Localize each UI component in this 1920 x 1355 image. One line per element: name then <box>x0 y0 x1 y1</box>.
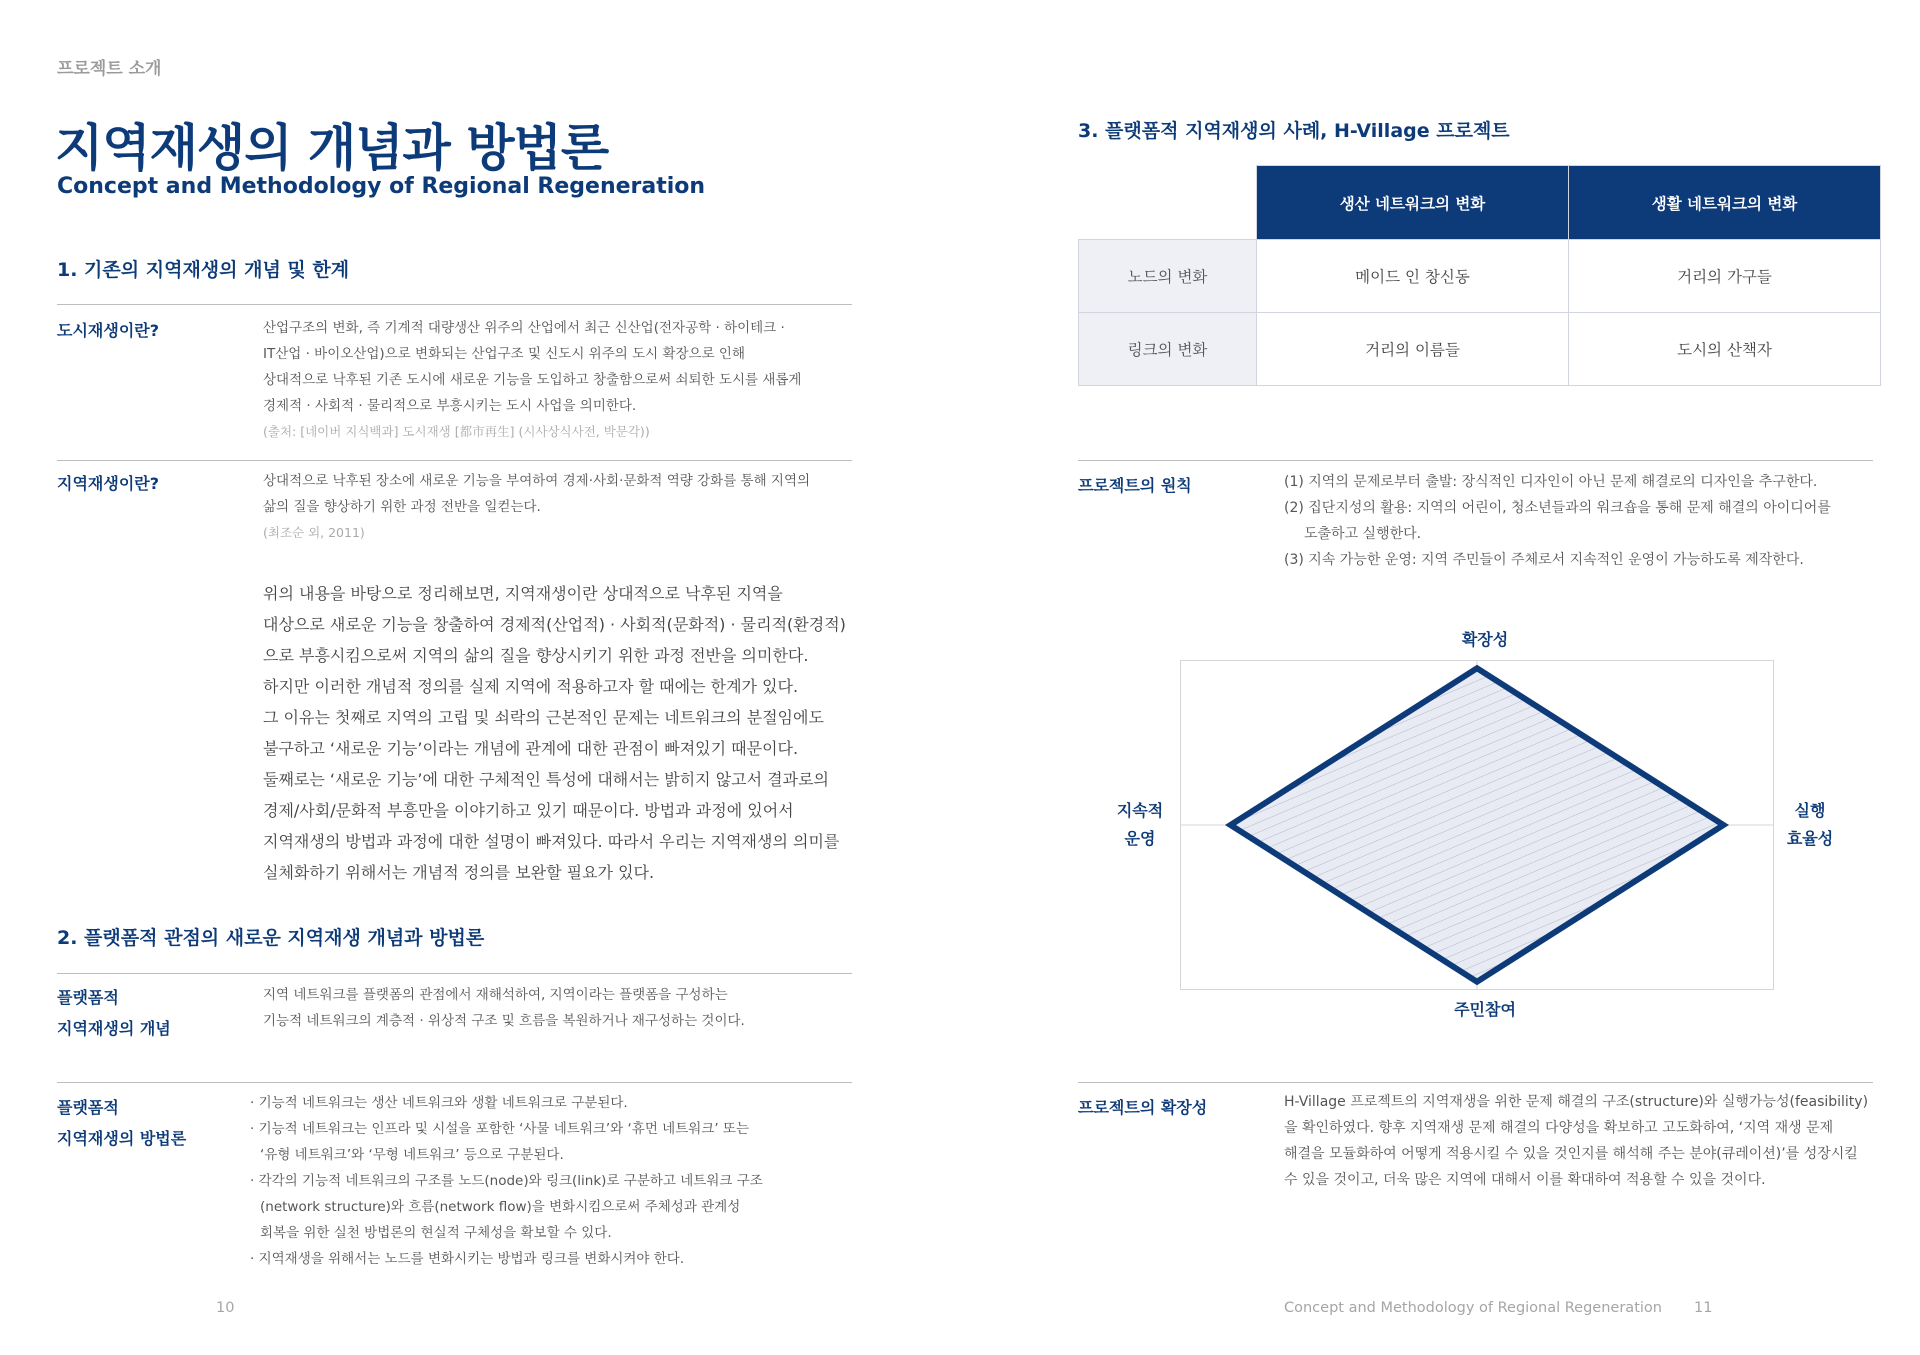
radar-label-line: 운영 <box>1124 829 1156 848</box>
radar-label-top: 확장성 <box>1461 630 1509 649</box>
row-label: 링크의 변화 <box>1079 313 1257 386</box>
platform-concept-term <box>57 982 171 1044</box>
urban-regeneration-term: 도시재생이란? <box>57 321 160 340</box>
divider <box>1078 460 1873 461</box>
platform-method-term <box>57 1092 186 1154</box>
radar-label-line: 지속적 <box>1116 801 1164 820</box>
summary-line: 지역재생의 방법과 과정에 대한 설명이 빠져있다. 따라서 우리는 지역재생의 의미를 <box>263 832 840 851</box>
radar-label-left <box>1100 797 1180 853</box>
bullet-item: · 기능적 네트워크는 인프라 및 시설을 포함한 ‘사물 네트워크’와 ‘휴먼 네트워크’ 또는 <box>250 1121 750 1137</box>
regional-regeneration-desc <box>263 468 810 546</box>
principle-item: (2) 집단지성의 활용: 지역의 어린이, 청소년들과의 워크숍을 통해 문제 해결의 아이디어를 <box>1284 500 1831 516</box>
extension-term: 프로젝트의 확장성 <box>1078 1098 1208 1117</box>
table-header-row <box>1079 166 1881 240</box>
table-header-living: 생활 네트워크의 변화 <box>1569 166 1881 240</box>
source-citation: (최조순 외, 2011) <box>263 525 365 540</box>
category-label: 프로젝트 소개 <box>57 59 162 79</box>
desc-line: 수 있을 것이고, 더욱 많은 지역에 대해서 이를 확대하여 적용할 수 있을 것이다. <box>1284 1172 1766 1188</box>
radar-label-right <box>1770 797 1850 853</box>
table-cell: 거리의 이름들 <box>1257 313 1569 386</box>
table-row <box>1079 313 1881 386</box>
desc-line: H-Village 프로젝트의 지역재생을 위한 문제 해결의 구조(structure)와 실행가능성(feasibility) <box>1284 1094 1869 1110</box>
urban-regeneration-desc <box>263 315 801 445</box>
page-subtitle: Concept and Methodology of Regional Regeneration <box>57 174 706 199</box>
desc-line: 을 확인하였다. 향후 지역재생 문제 해결의 다양성을 확보하고 고도화하여, ‘지역 재생 문제 <box>1284 1120 1834 1136</box>
extension-desc <box>1284 1089 1868 1193</box>
summary-paragraph <box>263 578 846 888</box>
bullet-item: · 지역재생을 위해서는 노드를 변화시키는 방법과 링크를 변화시켜야 한다. <box>250 1251 685 1267</box>
divider <box>57 304 852 305</box>
table-row <box>1079 240 1881 313</box>
platform-method-bullets <box>250 1090 763 1272</box>
principle-item: (3) 지속 가능한 운영: 지역 주민들이 주체로서 지속적인 운영이 가능하도록 제작한다. <box>1284 552 1804 568</box>
divider <box>1078 1082 1873 1083</box>
radar-label-line: 실행 <box>1794 801 1826 820</box>
bullet-continuation: 회복을 위한 실천 방법론의 현실적 구체성을 확보할 수 있다. <box>260 1225 612 1241</box>
page-title: 지역재생의 개념과 방법론 <box>55 119 609 177</box>
radar-label-line: 효율성 <box>1786 829 1834 848</box>
desc-line: 상대적으로 낙후된 장소에 새로운 기능을 부여하여 경제·사회·문화적 역량 강화를 통해 지역의 <box>263 473 811 489</box>
section3-heading: 3. 플랫폼적 지역재생의 사례, H-Village 프로젝트 <box>1078 120 1510 142</box>
principles-list <box>1284 469 1831 573</box>
platform-concept-desc <box>263 982 745 1034</box>
table-corner <box>1079 166 1257 240</box>
section1-heading: 1. 기존의 지역재생의 개념 및 한계 <box>57 259 350 281</box>
table-cell: 메이드 인 창신동 <box>1257 240 1569 313</box>
bullet-item: · 기능적 네트워크는 생산 네트워크와 생활 네트워크로 구분된다. <box>250 1095 628 1111</box>
desc-line: 경제적 · 사회적 · 물리적으로 부흥시키는 도시 사업을 의미한다. <box>263 398 637 414</box>
summary-line: 대상으로 새로운 기능을 창출하여 경제적(산업적) · 사회적(문화적) · 물리적(환경적) <box>263 615 846 634</box>
desc-line: 기능적 네트워크의 계층적 · 위상적 구조 및 흐름을 복원하거나 재구성하는 것이다. <box>263 1013 745 1029</box>
bullet-continuation: (network structure)와 흐름(network flow)을 변화시킴으로써 주체성과 관계성 <box>260 1199 741 1215</box>
radar-label-bottom: 주민참여 <box>1454 1000 1516 1019</box>
summary-line: 불구하고 ‘새로운 기능’이라는 개념에 관계에 대한 관점이 빠져있기 때문이다. <box>263 739 799 758</box>
left-page-number: 10 <box>216 1300 235 1316</box>
section2-heading: 2. 플랫폼적 관점의 새로운 지역재생 개념과 방법론 <box>57 927 485 949</box>
principle-continuation: 도출하고 실행한다. <box>1304 526 1422 542</box>
radar-diagram <box>1180 660 1774 990</box>
term-line: 지역재생의 개념 <box>57 1019 171 1038</box>
desc-line: 지역 네트워크를 플랫폼의 관점에서 재해석하여, 지역이라는 플랫폼을 구성하는 <box>263 987 728 1003</box>
summary-line: 둘째로는 ‘새로운 기능’에 대한 구체적인 특성에 대해서는 밝히지 않고서 결과로의 <box>263 770 829 789</box>
source-citation: (출처: [네이버 지식백과] 도시재생 [都市再生] (시사상식사전, 박문각)) <box>263 424 650 439</box>
summary-line: 그 이유는 첫째로 지역의 고립 및 쇠락의 근본적인 문제는 네트워크의 분절임에도 <box>263 708 824 727</box>
divider <box>57 460 852 461</box>
row-label: 노드의 변화 <box>1079 240 1257 313</box>
term-line: 지역재생의 방법론 <box>57 1129 187 1148</box>
principles-term: 프로젝트의 원칙 <box>1078 476 1192 495</box>
table-header-production: 생산 네트워크의 변화 <box>1257 166 1569 240</box>
desc-line: 상대적으로 낙후된 기존 도시에 새로운 기능을 도입하고 창출함으로써 쇠퇴한 도시를 새롭게 <box>263 372 802 388</box>
right-page-number: 11 <box>1694 1300 1713 1316</box>
bullet-continuation: ‘유형 네트워크’와 ‘무형 네트워크’ 등으로 구분된다. <box>260 1147 564 1163</box>
desc-line: IT산업 · 바이오산업)으로 변화되는 산업구조 및 신도시 위주의 도시 확장으로 인해 <box>263 346 746 362</box>
network-change-table <box>1078 165 1881 386</box>
summary-line: 경제/사회/문화적 부흥만을 이야기하고 있기 때문이다. 방법과 과정에 있어서 <box>263 801 794 820</box>
principle-item: (1) 지역의 문제로부터 출발: 장식적인 디자인이 아닌 문제 해결로의 디자인을 추구한다. <box>1284 474 1818 490</box>
table-cell: 도시의 산책자 <box>1569 313 1881 386</box>
desc-line: 삶의 질을 향상하기 위한 과정 전반을 일컫는다. <box>263 499 541 515</box>
desc-line: 산업구조의 변화, 즉 기계적 대량생산 위주의 산업에서 최근 신산업(전자공학 · 하이테크 · <box>263 320 785 336</box>
summary-line: 하지만 이러한 개념적 정의를 실제 지역에 적용하고자 할 때에는 한계가 있다. <box>263 677 799 696</box>
bullet-item: · 각각의 기능적 네트워크의 구조를 노드(node)와 링크(link)로 구분하고 네트워크 구조 <box>250 1173 763 1189</box>
table-cell: 거리의 가구들 <box>1569 240 1881 313</box>
summary-line: 으로 부흥시킴으로써 지역의 삶의 질을 향상시키기 위한 과정 전반을 의미한다. <box>263 646 809 665</box>
divider <box>57 1082 852 1083</box>
regional-regeneration-term: 지역재생이란? <box>57 474 160 493</box>
summary-line: 위의 내용을 바탕으로 정리해보면, 지역재생이란 상대적으로 낙후된 지역을 <box>263 584 783 603</box>
term-line: 플랫폼적 <box>57 1098 119 1117</box>
divider <box>57 973 852 974</box>
summary-line: 실체화하기 위해서는 개념적 정의를 보완할 필요가 있다. <box>263 863 655 882</box>
desc-line: 해결을 모듈화하여 어떻게 적용시킬 수 있을 것인지를 해석해 주는 분야(큐레이션)’를 성장시킬 <box>1284 1146 1858 1162</box>
running-title: Concept and Methodology of Regional Regeneration <box>1284 1300 1662 1316</box>
radar-shape <box>1231 668 1724 982</box>
term-line: 플랫폼적 <box>57 988 119 1007</box>
